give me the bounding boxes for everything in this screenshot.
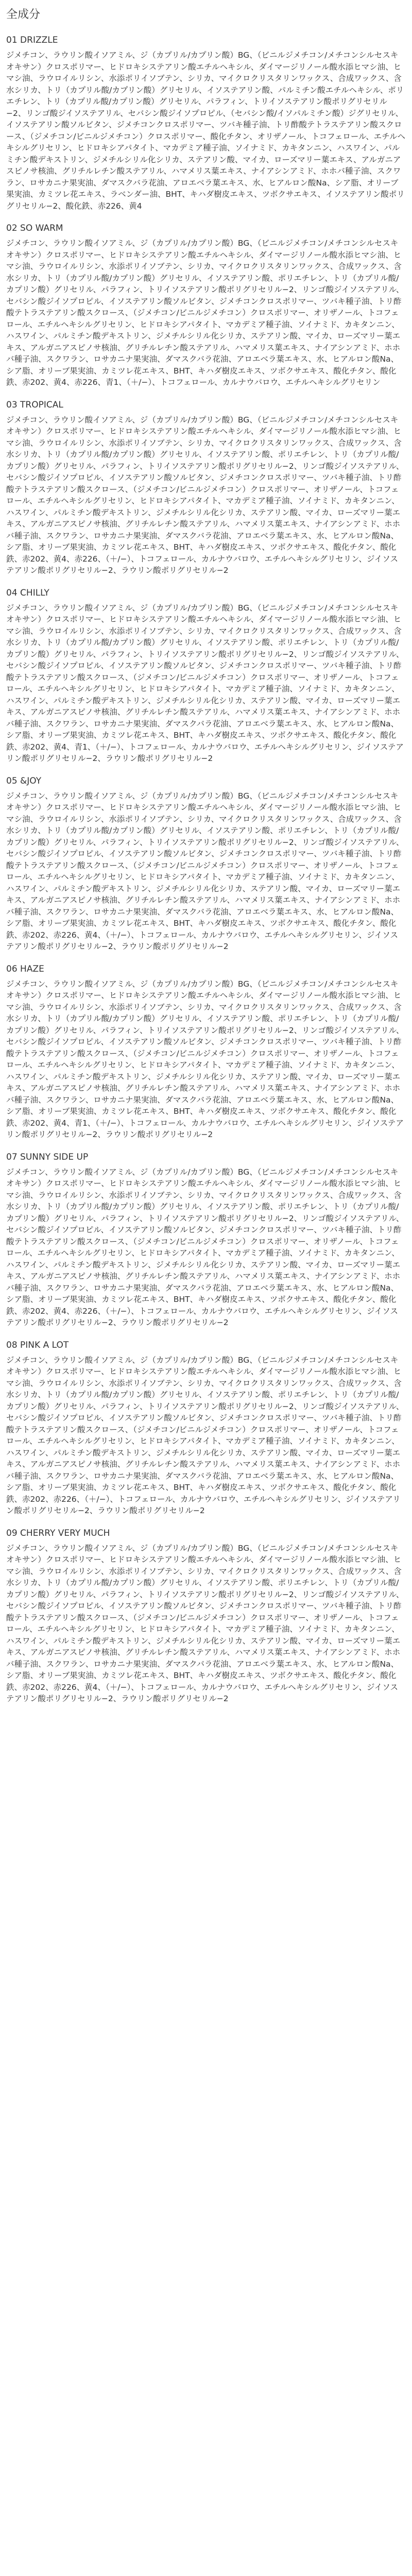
- shade-section-chilly: [6, 587, 406, 765]
- ingredients-document: [6, 7, 406, 1705]
- ingredients-list: ジメチコン、ラウリン酸イソアミル、ジ（カプリル/カプリン酸）BG、（ビニルジメチコン/メチコンシルセスキオキサン）クロスポリマー、ヒドロキシステアリン酸エチルヘキシル、ダイマージリノール酸水添ヒマシ油、ヒマシ油、ラウロイルリシン、水添ポリイソブテン、シリカ、マイクロクリスタリンワックス、合成ワックス、含水シリカ、トリ（カプリル酸/カプリン酸）グリセリル、イソステアリン酸、ポリエチレン、トリ（カプリル酸/カプリン酸）グリセリル、パラフィン、トリイソステアリン酸ポリグリセリル−2、リンゴ酸ジイソステアリル、セバシン酸ジイソプロピル、イソステアリン酸ソルビタン、ジメチコンクロスポリマー、ツバキ種子油、トリ酢酸テトラステアリン酸スクロース、（ジメチコン/ビニルジメチコン）クロスポリマー、オリザノール、トコフェロール、エチルヘキシルグリセリン、ヒドロキシアパタイト、マカデミア種子油、ソイナミド、カキタンニン、ハスワイン、パルミチン酸デキストリン、ジメチルシリル化シリカ、ステアリン酸、マイカ、ローズマリー葉エキス、アルガニアスピノサ核油、グリチルレチン酸ステアリル、ハマメリス葉エキス、ナイアシンアミド、ホホバ種子油、スクワラン、ロサカニナ果実油、ダマスクバラ花油、アロエベラ葉エキス、水、ヒアルロン酸Na、シア脂、オリーブ果実油、カミツレ花エキス、BHT、キハダ樹皮エキス、ツボクサエキス、酸化チタン、酸化鉄、赤202、黄4、赤226、青1、（＋/−）、トコフェロール、カルナウバロウ、エチルヘキシルグリセリン: [6, 239, 404, 387]
- shade-title: 07 SUNNY SIDE UP: [6, 1151, 89, 1162]
- shade-section-drizzle: [6, 34, 406, 212]
- ingredients-list: ジメチコン、ラウリン酸イソアミル、ジ（カプリル/カプリン酸）BG、（ビニルジメチコン/メチコンシルセスキオキサン）クロスポリマー、ヒドロキシステアリン酸エチルヘキシル、ダイマージリノール酸水添ヒマシ油、ヒマシ油、ラウロイルリシン、水添ポリイソブテン、シリカ、マイクロクリスタリンワックス、合成ワックス、含水シリカ、トリ（カプリル酸/カプリン酸）グリセリル、イソステアリン酸、ポリエチレン、トリ（カプリル酸/カプリン酸）グリセリル、パラフィン、トリイソステアリン酸ポリグリセリル−2、リンゴ酸ジイソステアリル、セバシン酸ジイソプロピル、イソステアリン酸ソルビタン、ジメチコンクロスポリマー、ツバキ種子油、トリ酢酸テトラステアリン酸スクロース、（ジメチコン/ビニルジメチコン）クロスポリマー、オリザノール、トコフェロール、エチルヘキシルグリセリン、ヒドロキシアパタイト、マカデミア種子油、ソイナミド、カキタンニン、ハスワイン、パルミチン酸デキストリン、ジメチルシリル化シリカ、ステアリン酸、マイカ、ローズマリー葉エキス、アルガニアスピノサ核油、グリチルレチン酸ステアリル、ハマメリス葉エキス、ナイアシンアミド、ホホバ種子油、スクワラン、ロサカニナ果実油、ダマスクバラ花油、アロエベラ葉エキス、水、ヒアルロン酸Na、シア脂、オリーブ果実油、カミツレ花エキス、BHT、キハダ樹皮エキス、ツボクサエキス、酸化チタン、酸化鉄、赤202、黄4、青1、（＋/−）、トコフェロール、カルナウバロウ、エチルヘキシルグリセリン、ジイソステアリン酸ポリグリセリル−2、ラウリン酸ポリグリセリル−2: [6, 979, 404, 1139]
- ingredients-list: ジメチコン、ラウリン酸イソアミル、ジ（カプリル/カプリン酸）BG、（ビニルジメチコン/メチコンシルセスキオキサン）クロスポリマー、ヒドロキシステアリン酸エチルヘキシル、ダイマージリノール酸水添ヒマシ油、ヒマシ油、ラウロイルリシン、水添ポリイソブテン、シリカ、マイクロクリスタリンワックス、合成ワックス、含水シリカ、トリ（カプリル酸/カプリン酸）グリセリル、イソステアリン酸、ポリエチレン、トリ（カプリル酸/カプリン酸）グリセリル、パラフィン、トリイソステアリン酸ポリグリセリル−2、リンゴ酸ジイソステアリル、セバシン酸ジイソプロピル、イソステアリン酸ソルビタン、ジメチコンクロスポリマー、ツバキ種子油、トリ酢酸テトラステアリン酸スクロース、（ジメチコン/ビニルジメチコン）クロスポリマー、オリザノール、トコフェロール、エチルヘキシルグリセリン、ヒドロキシアパタイト、マカデミア種子油、ソイナミド、カキタンニン、ハスワイン、パルミチン酸デキストリン、ジメチルシリル化シリカ、ステアリン酸、マイカ、ローズマリー葉エキス、アルガニアスピノサ核油、グリチルレチン酸ステアリル、ハマメリス葉エキス、ナイアシンアミド、ホホバ種子油、スクワラン、ロサカニナ果実油、ダマスクバラ花油、アロエベラ葉エキス、水、ヒアルロン酸Na、シア脂、オリーブ果実油、カミツレ花エキス、BHT、キハダ樹皮エキス、ツボクサエキス、酸化チタン、酸化鉄、赤202、赤226、黄4、（＋/−）、トコフェロール、カルナウバロウ、エチルヘキシルグリセリン、ジイソステアリン酸ポリグリセリル−2、ラウリン酸ポリグリセリル−2: [6, 1543, 404, 1703]
- ingredients-list: ジメチコン、ラウリン酸イソアミル、ジ（カプリル/カプリン酸）BG、（ビニルジメチコン/メチコンシルセスキオキサン）クロスポリマー、ヒドロキシステアリン酸エチルヘキシル、ダイマージリノール酸水添ヒマシ油、ヒマシ油、ラウロイルリシン、水添ポリイソブテン、シリカ、マイクロクリスタリンワックス、合成ワックス、含水シリカ、トリ（カプリル酸/カプリン酸）グリセリル、イソステアリン酸、ポリエチレン、トリ（カプリル酸/カプリン酸）グリセリル、パラフィン、トリイソステアリン酸ポリグリセリル−2、リンゴ酸ジイソステアリル、セバシン酸ジイソプロピル、イソステアリン酸ソルビタン、ジメチコンクロスポリマー、ツバキ種子油、トリ酢酸テトラステアリン酸スクロース、（ジメチコン/ビニルジメチコン）クロスポリマー、オリザノール、トコフェロール、エチルヘキシルグリセリン、ヒドロキシアパタイト、マカデミア種子油、ソイナミド、カキタンニン、ハスワイン、パルミチン酸デキストリン、ジメチルシリル化シリカ、ステアリン酸、マイカ、ローズマリー葉エキス、アルガニアスピノサ核油、グリチルレチン酸ステアリル、ハマメリス葉エキス、ナイアシンアミド、ホホバ種子油、スクワラン、ロサカニナ果実油、ダマスクバラ花油、アロエベラ葉エキス、水、ヒアルロン酸Na、シア脂、オリーブ果実油、カミツレ花エキス、BHT、キハダ樹皮エキス、ツボクサエキス、酸化チタン、酸化鉄、赤202、赤226、黄4、（＋/−）、トコフェロール、カルナウバロウ、エチルヘキシルグリセリン、ジイソステアリン酸ポリグリセリル−2、ラウリン酸ポリグリセリル−2: [6, 791, 404, 951]
- shade-title: 04 CHILLY: [6, 587, 49, 598]
- shade-title: 05 &JOY: [6, 775, 42, 786]
- shade-section-and-joy: [6, 775, 406, 953]
- page-title: 全成分: [6, 8, 41, 21]
- ingredients-list: ジメチコン、ラウリン酸イソアミル、ジ（カプリル/カプリン酸）BG、（ビニルジメチコン/メチコンシルセスキオキサン）クロスポリマー、ヒドロキシステアリン酸エチルヘキシル、ダイマージリノール酸水添ヒマシ油、ヒマシ油、ラウロイルリシン、水添ポリイソブテン、シリカ、マイクロクリスタリンワックス、合成ワックス、含水シリカ、トリ（カプリル酸/カプリン酸）グリセリル、イソステアリン酸、ポリエチレン、トリ（カプリル酸/カプリン酸）グリセリル、パラフィン、トリイソステアリン酸ポリグリセリル−2、リンゴ酸ジイソステアリル、セバシン酸ジイソプロピル、イソステアリン酸ソルビタン、ジメチコンクロスポリマー、ツバキ種子油、トリ酢酸テトラステアリン酸スクロース、（ジメチコン/ビニルジメチコン）クロスポリマー、オリザノール、トコフェロール、エチルヘキシルグリセリン、ヒドロキシアパタイト、マカデミア種子油、ソイナミド、カキタンニン、ハスワイン、パルミチン酸デキストリン、ジメチルシリル化シリカ、ステアリン酸、マイカ、ローズマリー葉エキス、アルガニアスピノサ核油、グリチルレチン酸ステアリル、ハマメリス葉エキス、ナイアシンアミド、ホホバ種子油、スクワラン、ロサカニナ果実油、ダマスクバラ花油、アロエベラ葉エキス、水、ヒアルロン酸Na、シア脂、オリーブ果実油、カミツレ花エキス、BHT、キハダ樹皮エキス、ツボクサエキス、酸化チタン、酸化鉄、赤202、黄4、青1、（＋/−）、トコフェロール、カルナウバロウ、エチルヘキシルグリセリン、ジイソステアリン酸ポリグリセリル−2、ラウリン酸ポリグリセリル−2: [6, 603, 404, 763]
- shade-title: 01 DRIZZLE: [6, 35, 58, 45]
- ingredients-list: ジメチコン、ラウリン酸イソアミル、ジ（カプリル/カプリン酸）BG、（ビニルジメチコン/メチコンシルセスキオキサン）クロスポリマー、ヒドロキシステアリン酸エチルヘキシル、ダイマージリノール酸水添ヒマシ油、ヒマシ油、ラウロイルリシン、水添ポリイソブテン、シリカ、マイクロクリスタリンワックス、合成ワックス、含水シリカ、トリ（カプリル酸/カプリン酸）グリセリル、イソステアリン酸、ポリエチレン、トリ（カプリル酸/カプリン酸）グリセリル、パラフィン、トリイソステアリン酸ポリグリセリル−2、リンゴ酸ジイソステアリル、セバシン酸ジイソプロピル、イソステアリン酸ソルビタン、ジメチコンクロスポリマー、ツバキ種子油、トリ酢酸テトラステアリン酸スクロース、（ジメチコン/ビニルジメチコン）クロスポリマー、オリザノール、トコフェロール、エチルヘキシルグリセリン、ヒドロキシアパタイト、マカデミア種子油、ソイナミド、カキタンニン、ハスワイン、パルミチン酸デキストリン、ジメチルシリル化シリカ、ステアリン酸、マイカ、ローズマリー葉エキス、アルガニアスピノサ核油、グリチルレチン酸ステアリル、ハマメリス葉エキス、ナイアシンアミド、ホホバ種子油、スクワラン、ロサカニナ果実油、ダマスクバラ花油、アロエベラ葉エキス、水、ヒアルロン酸Na、シア脂、オリーブ果実油、カミツレ花エキス、BHT、キハダ樹皮エキス、ツボクサエキス、酸化チタン、酸化鉄、赤202、黄4、赤226、（＋/−）、トコフェロール、カルナウバロウ、エチルヘキシルグリセリン、ジイソステアリン酸ポリグリセリル−2、ラウリン酸ポリグリセリル−2: [6, 1167, 404, 1327]
- shade-section-cherry-very-much: [6, 1527, 406, 1705]
- shade-title: 03 TROPICAL: [6, 399, 63, 410]
- shade-section-pink-a-lot: [6, 1339, 406, 1517]
- shade-title: 06 HAZE: [6, 963, 44, 974]
- shade-section-sunny-side-up: [6, 1151, 406, 1329]
- shade-section-haze: [6, 963, 406, 1141]
- ingredients-list: ジメチコン、ラウリン酸イソアミル、ジ（カプリル/カプリン酸）BG、（ビニルジメチコン/メチコンシルセスキオキサン）クロスポリマー、ヒドロキシステアリン酸エチルヘキシル、ダイマージリノール酸水添ヒマシ油、ヒマシ油、ラウロイルリシン、水添ポリイソブテン、シリカ、マイクロクリスタリンワックス、合成ワックス、含水シリカ、トリ（カプリル酸/カプリン酸）グリセリル、イソステアリン酸、パルミチン酸エチルヘキシル、ポリエチレン、トリ（カプリル酸/カプリン酸）グリセリル、パラフィン、トリイソステアリン酸ポリグリセリル−2、リンゴ酸ジイソステアリル、セバシン酸ジイソプロピル、（セバシン酸/イソパルミチン酸）ジグリセリル、イソステアリン酸ソルビタン、ジメチコンクロスポリマー、ツバキ種子油、トリ酢酸テトラステアリン酸スクロース、（ジメチコン/ビニルジメチコン）クロスポリマー、酸化チタン、オリザノール、トコフェロール、エチルヘキシルグリセリン、ヒドロキシアパタイト、マカデミア種子油、ソイナミド、カキタンニン、ハスワイン、パルミチン酸デキストリン、ジメチルシリル化シリカ、ステアリン酸、マイカ、ローズマリー葉エキス、アルガニアスピノサ核油、グリチルレチン酸ステアリル、ハマメリス葉エキス、ナイアシンアミド、ホホバ種子油、スクワラン、ロサカニナ果実油、ダマスクバラ花油、アロエベラ葉エキス、水、ヒアルロン酸Na、シア脂、オリーブ果実油、カミツレ花エキス、ラベンダー油、BHT、キハダ樹皮エキス、ツボクサエキス、イソステアリン酸ポリグリセリル−2、酸化鉄、赤226、黄4: [6, 50, 406, 211]
- shade-title: 08 PINK A LOT: [6, 1340, 69, 1350]
- shade-section-so-warm: [6, 222, 406, 388]
- ingredients-list: ジメチコン、ラウリン酸イソアミル、ジ（カプリル/カプリン酸）BG、（ビニルジメチコン/メチコンシルセスキオキサン）クロスポリマー、ヒドロキシステアリン酸エチルヘキシル、ダイマージリノール酸水添ヒマシ油、ヒマシ油、ラウロイルリシン、水添ポリイソブテン、シリカ、マイクロクリスタリンワックス、合成ワックス、含水シリカ、トリ（カプリル酸/カプリン酸）グリセリル、イソステアリン酸、ポリエチレン、トリ（カプリル酸/カプリン酸）グリセリル、パラフィン、トリイソステアリン酸ポリグリセリル−2、リンゴ酸ジイソステアリル、セバシン酸ジイソプロピル、イソステアリン酸ソルビタン、ジメチコンクロスポリマー、ツバキ種子油、トリ酢酸テトラステアリン酸スクロース、（ジメチコン/ビニルジメチコン）クロスポリマー、オリザノール、トコフェロール、エチルヘキシルグリセリン、ヒドロキシアパタイト、マカデミア種子油、ソイナミド、カキタンニン、ハスワイン、パルミチン酸デキストリン、ジメチルシリル化シリカ、ステアリン酸、マイカ、ローズマリー葉エキス、アルガニアスピノサ核油、グリチルレチン酸ステアリル、ハマメリス葉エキス、ナイアシンアミド、ホホバ種子油、スクワラン、ロサカニナ果実油、ダマスクバラ花油、アロエベラ葉エキス、水、ヒアルロン酸Na、シア脂、オリーブ果実油、カミツレ花エキス、BHT、キハダ樹皮エキス、ツボクサエキス、酸化チタン、酸化鉄、赤202、赤226、（＋/−）、トコフェロール、カルナウバロウ、エチルヘキシルグリセリン、ジイソステアリン酸ポリグリセリル−2、ラウリン酸ポリグリセリル−2: [6, 1355, 404, 1515]
- shade-section-tropical: [6, 399, 406, 577]
- shade-title: 02 SO WARM: [6, 223, 63, 233]
- ingredients-list: ジメチコン、ラウリン酸イソアミル、ジ（カプリル/カプリン酸）BG、（ビニルジメチコン/メチコンシルセスキオキサン）クロスポリマー、ヒドロキシステアリン酸エチルヘキシル、ダイマージリノール酸水添ヒマシ油、ヒマシ油、ラウロイルリシン、水添ポリイソブテン、シリカ、マイクロクリスタリンワックス、合成ワックス、含水シリカ、トリ（カプリル酸/カプリン酸）グリセリル、イソステアリン酸、ポリエチレン、トリ（カプリル酸/カプリン酸）グリセリル、パラフィン、トリイソステアリン酸ポリグリセリル−2、リンゴ酸ジイソステアリル、セバシン酸ジイソプロピル、イソステアリン酸ソルビタン、ジメチコンクロスポリマー、ツバキ種子油、トリ酢酸テトラステアリン酸スクロース、（ジメチコン/ビニルジメチコン）クロスポリマー、オリザノール、トコフェロール、エチルヘキシルグリセリン、ヒドロキシアパタイト、マカデミア種子油、ソイナミド、カキタンニン、ハスワイン、パルミチン酸デキストリン、ジメチルシリル化シリカ、ステアリン酸、マイカ、ローズマリー葉エキス、アルガニアスピノサ核油、グリチルレチン酸ステアリル、ハマメリス葉エキス、ナイアシンアミド、ホホバ種子油、スクワラン、ロサカニナ果実油、ダマスクバラ花油、アロエベラ葉エキス、水、ヒアルロン酸Na、シア脂、オリーブ果実油、カミツレ花エキス、BHT、キハダ樹皮エキス、ツボクサエキス、酸化チタン、酸化鉄、赤202、黄4、赤226、（＋/−）、トコフェロール、カルナウバロウ、エチルヘキシルグリセリン、ジイソステアリン酸ポリグリセリル−2、ラウリン酸ポリグリセリル−2: [6, 415, 404, 575]
- shade-title: 09 CHERRY VERY MUCH: [6, 1528, 110, 1538]
